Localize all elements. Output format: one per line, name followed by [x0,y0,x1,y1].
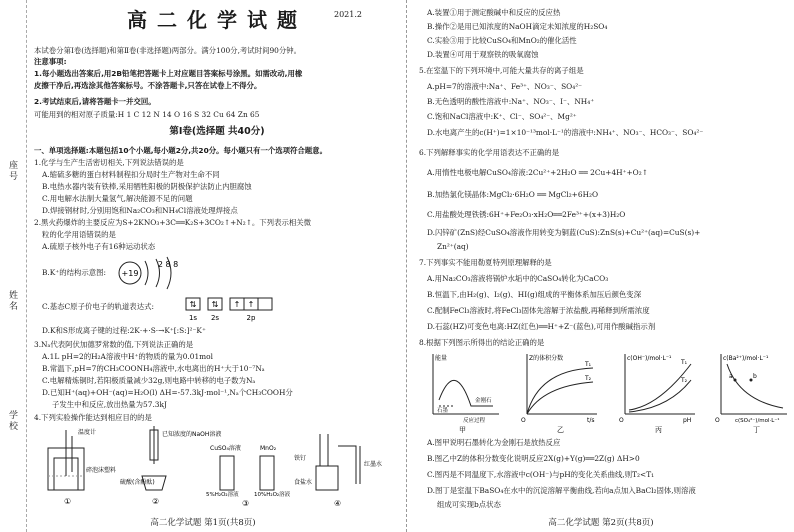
q8-d-cont: 组成可实现b点状态 [437,500,501,509]
svg-text:t/s: t/s [587,417,595,424]
q3-c: C.电解精炼铜时,若阳极质量减少32g,则电路中转移的电子数为Nₐ [42,376,256,385]
q8: 8.根据下列图示所得出的结论正确的是 [419,338,545,347]
svg-text:c(OH⁻)/mol·L⁻¹: c(OH⁻)/mol·L⁻¹ [627,355,672,362]
q6-d: D.闪锌矿(ZnS)经CuSO₄溶液作用转变为铜蓝(CuS):ZnS(s)+Cu²⁺(aq)=CuS(s)+ [427,228,701,237]
q1-a: A.缩硫多糖的蛋白材料制程扣分局时生产物对生命不同 [42,170,220,179]
svg-text:2 8 8: 2 8 8 [157,260,179,269]
q3: 3.Nₐ代表阿伏加德罗常数的值,下列说法正确的是 [34,340,194,349]
svg-text:T₁: T₁ [585,361,592,368]
q5-c: C.饱和NaCl溶液中:K⁺、Cl⁻、SO₄²⁻、Mg²⁺ [427,112,577,121]
q5: 5.在室温下的下列环境中,可能大量共存的离子组是 [419,66,584,75]
q1-c: C.用电解水法制大量氢气,解决能源不足的问题 [42,194,193,203]
svg-text:pH: pH [683,417,692,424]
apparatus-1 [48,428,116,506]
svg-text:已知浓度的NaOH溶液: 已知浓度的NaOH溶液 [162,431,222,438]
svg-text:②: ② [152,497,160,506]
q3-d-cont: 子发生中和反应,放出热量为57.3kJ [52,400,167,409]
line-atomic-mass: 可能用到的相对原子质量:H 1 C 12 N 14 O 16 S 32 Cu 64 Zn 65 [34,110,260,119]
q5-d: D.水电离产生的c(H⁺)=1×10⁻¹³mol·L⁻¹的溶液中:NH₄⁺、NO₃⁻、HCO₃⁻、SO₄²⁻ [427,128,704,137]
q8-b: B.图乙中Z的体积分数变化说明反应2X(g)+Y(g)══2Z(g) ΔH>0 [427,454,640,463]
q1: 1.化学与生产生活密切相关,下列说法错误的是 [34,158,184,167]
svg-text:b: b [753,373,757,380]
exam-title: 高二化学试题 [127,8,307,32]
apparatus-3 [206,444,291,508]
q7-d: D.石蕊(HZ)可变色电离:HZ(红色)══H⁺+Z⁻(蓝色),可用作酸碱指示剂 [427,322,656,331]
svg-text:④: ④ [334,499,342,508]
q1-b: B.电热水器内装有铁棒,采用牺牲阳极的阴极保护法防止内胆腐蚀 [42,182,252,191]
svg-text:丁: 丁 [753,426,760,434]
q7: 7.下列事实不能用勒夏特列原理解释的是 [419,258,552,267]
line-notice: 注意事项: [34,57,67,66]
svg-text:乙: 乙 [557,426,564,434]
q1-d: D.焊接钢材时,分别用饱和Na₂CO₃和NH₄Cl溶液处理焊接点 [42,206,238,215]
line-n1b: 皮擦干净后,再选涂其他答案标号。不涂答题卡,只答在试卷上不得分。 [34,81,262,90]
q4-b: B.操作②是用已知浓度的NaOH滴定未知浓度的H₂SO₄ [427,22,608,31]
line-intro: 本试卷分第Ⅰ卷(选择题)和第Ⅱ卷(非选择题)两部分。满分100分,考试时间90分钟。 [34,46,302,55]
q4-a: A.装置①用于测定酸碱中和反应的反应热 [427,8,561,17]
svg-text:a: a [729,373,733,380]
q3-a: A.1L pH=2的H₂A溶液中H⁺的物质的量为0.01mol [42,352,213,361]
q4: 4.下列实验操作能达到相应目的的是 [34,413,152,422]
svg-text:石墨: 石墨 [437,408,449,414]
q6: 6.下列解释事实的化学用语表达不正确的是 [419,148,560,157]
svg-text:5%H₂O₂溶液: 5%H₂O₂溶液 [206,492,239,498]
graph-bing [619,354,695,434]
page-2 [406,0,794,532]
svg-text:③: ③ [242,499,250,508]
svg-text:⇅: ⇅ [211,300,219,309]
q6-a: A.用惰性电极电解CuSO₄溶液:2Cu²⁺+2H₂O ══ 2Cu+4H⁺+O₂↑ [427,168,648,177]
svg-text:MnO₂: MnO₂ [260,445,277,452]
svg-text:10%H₂O₂溶液: 10%H₂O₂溶液 [254,492,291,498]
footer-page-1: 高二化学试题 第1页(共8页) [150,518,256,528]
svg-text:铁钉: 铁钉 [294,455,307,462]
q8-a: A.图甲说明石墨转化为金刚石是放热反应 [427,438,561,447]
seal-line [26,0,27,532]
q8-c: C.图丙是不同温度下,水溶液中c(OH⁻)与pH的变化关系曲线,则T₂<T₁ [427,470,655,479]
line-n2: 2.考试结束后,请将答题卡一并交回。 [34,97,156,106]
svg-text:Z的体积分数: Z的体积分数 [529,355,564,362]
svg-text:金刚石: 金刚石 [475,398,492,404]
svg-text:O: O [715,417,720,424]
svg-text:①: ① [64,497,72,506]
svg-text:2s: 2s [210,314,220,322]
svg-text:O: O [521,417,526,424]
seat-label: 座号 [7,160,17,182]
apparatus-4 [294,434,382,508]
q4-c: C.实验③用于比较CuSO₄和MnO₂的催化活性 [427,36,577,45]
graph-jia [433,354,499,434]
svg-text:硫酸(含酚酞): 硫酸(含酚酞) [120,479,155,486]
svg-text:碎泡沫塑料: 碎泡沫塑料 [86,467,117,474]
section-heading: 第Ⅰ卷(选择题 共40分) [169,126,265,137]
svg-text:CuSO₄溶液: CuSO₄溶液 [210,445,241,452]
q7-a: A.用Na₂CO₃溶液将锅炉水垢中的CaSO₄转化为CaCO₃ [427,274,609,283]
svg-text:温度计: 温度计 [78,429,97,436]
school-label: 学校 [7,410,17,432]
q5-a: A.pH=7的溶液中:Na⁺、Fe³⁺、NO₃⁻、SO₄²⁻ [427,82,583,91]
svg-text:能量: 能量 [435,355,448,362]
q6-b: B.加热氯化镁晶体:MgCl₂·6H₂O ══ MgCl₂+6H₂O [427,190,599,199]
svg-text:T₂: T₂ [585,375,592,382]
q2: 2.黑火药爆炸的主要反应为S+2KNO₃+3C══K₂S+3CO₂↑+N₂↑。下列表示相关微 [34,218,312,227]
q7-c: C.配制FeCl₃溶液时,将FeCl₃固体先溶解于浓盐酸,再稀释到所需浓度 [427,306,650,315]
q4-d: D.装置④可用于观察铁的吸氧腐蚀 [427,50,539,59]
svg-text:丙: 丙 [655,426,662,434]
graph-ding [715,354,787,434]
svg-text:O: O [619,417,624,424]
graph-yi [521,354,597,434]
svg-text:c(SO₄²⁻)/mol·L⁻¹: c(SO₄²⁻)/mol·L⁻¹ [735,418,780,424]
q3-d: D.已知H⁺(aq)+OH⁻(aq)=H₂O(l) ΔH=-57.3kJ·mol⁻¹,Nₐ个CH₃COOH分 [42,388,293,397]
svg-text:T₂: T₂ [681,377,688,384]
svg-text:↑: ↑ [247,300,255,309]
svg-text:2p: 2p [246,314,256,322]
svg-text:反应过程: 反应过程 [463,418,486,424]
svg-text:1s: 1s [188,314,198,322]
q3-b: B.常温下,pH=7的CH₃COONH₄溶液中,水电离出的H⁺大于10⁻⁷Nₐ [42,364,265,373]
svg-text:食盐水: 食盐水 [294,479,313,486]
footer-page-2: 高二化学试题 第2页(共8页) [548,518,654,528]
q6-d-cont: Zn²⁺(aq) [437,242,469,251]
name-label: 姓名 [7,290,17,312]
q2-b: B.K⁺的结构示意图: [42,268,107,277]
q7-b: B.恒温下,由H₂(g)、I₂(g)、HI(g)组成的平衡体系加压后颜色变深 [427,290,642,299]
svg-text:↑: ↑ [233,300,241,309]
q2-c: C.基态C原子价电子的轨道表达式: [42,302,154,311]
q6-c: C.用盐酸处理铁锈:6H⁺+Fe₂O₃·xH₂O══2Fe³⁺+(x+3)H₂O [427,210,626,219]
exam-date: 2021.2 [334,10,362,19]
binding-margin [2,150,24,510]
q2-d: D.K和S形成离子键的过程:2K·+·S·→K⁺[:S:]²⁻K⁺ [42,326,206,335]
line-n1: 1.每小题选出答案后,用2B铅笔把答题卡上对应题目答案标号涂黑。如需改动,用橡 [34,69,303,78]
q2-a: A.硫原子核外电子有16种运动状态 [42,242,156,251]
q2-cont: 粒的化学用语错误的是 [42,230,116,239]
q4-apparatus-figure [34,426,400,510]
q8-d: D.图丁是室温下BaSO₄在水中的沉淀溶解平衡曲线,若向a点加入BaCl₂固体,则溶液 [427,486,696,495]
svg-text:甲: 甲 [459,426,466,434]
svg-text:c(Ba²⁺)/mol·L⁻¹: c(Ba²⁺)/mol·L⁻¹ [723,355,769,362]
svg-text:红墨水: 红墨水 [364,461,383,468]
svg-text:+19: +19 [121,269,139,278]
line-part1: 一、单项选择题:本题包括10个小题,每小题2分,共20分。每小题只有一个选项符合题意。 [34,146,327,155]
q8-graphs [419,350,789,434]
svg-text:T₁: T₁ [681,359,688,366]
k-ion-structure-diagram [116,253,196,293]
q5-b: B.无色透明的酸性溶液中:Na⁺、NO₃⁻、I⁻、NH₄⁺ [427,97,595,106]
orbital-diagram [184,296,294,324]
svg-text:⇅: ⇅ [189,300,197,309]
